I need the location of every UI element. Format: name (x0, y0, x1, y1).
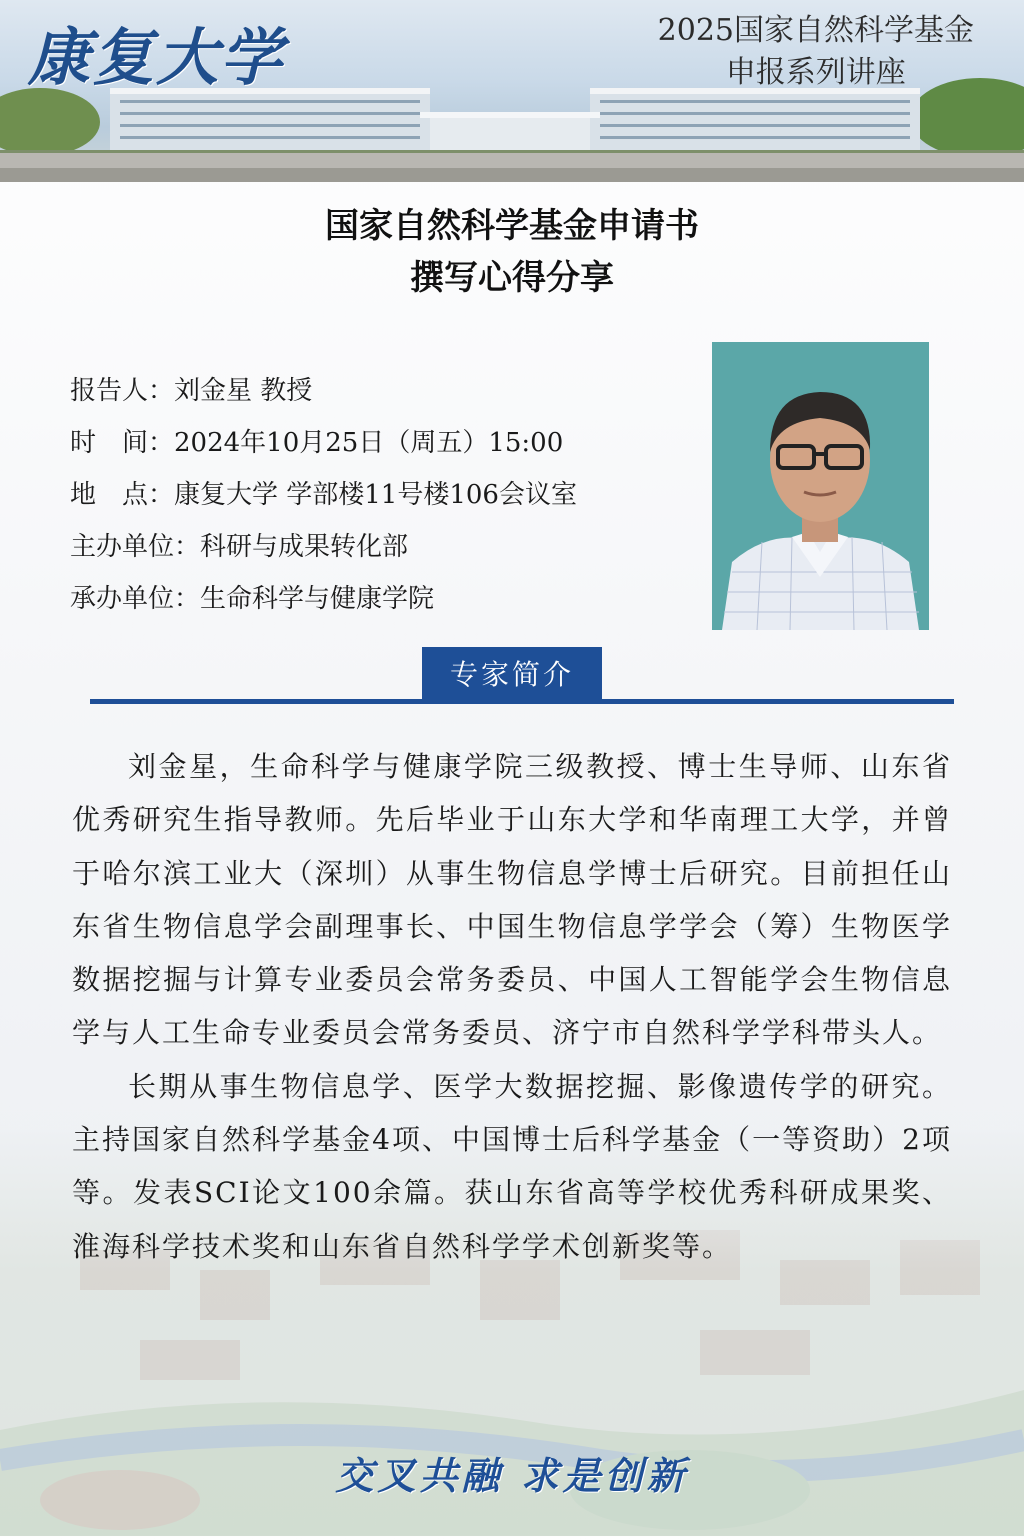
time-row: 时 间：2024年10月25日（周五）15:00 (70, 428, 564, 458)
organizer-row: 承办单位：生命科学与健康学院 (70, 584, 435, 614)
bio-paragraph-1: 刘金星，生命科学与健康学院三级教授、博士生导师、山东省优秀研究生指导教师。先后毕业于山东大学和华南理工大学，并曾于哈尔滨工业大（深圳）从事生物信息学博士后研究。目前担任山东省生物信息学会副理事长、中国生物信息学学会（筹）生物医学数据挖掘与计算专业委员会常务委员、中国人工智能学会生物信息学与人工生命专业委员会常务委员、济宁市自然科学学科带头人。 (72, 750, 952, 1050)
bio-paragraph-2: 长期从事生物信息学、医学大数据挖掘、影像遗传学的研究。主持国家自然科学基金4项、中国博士后科学基金（一等资助）2项等。发表SCI论文100余篇。获山东省高等学校优秀科研成果奖、淮海科学技术奖和山东省自然科学学术创新奖等。 (72, 1069, 952, 1263)
speaker-row: 报告人：刘金星 教授 (70, 376, 313, 406)
series-line-2: 申报系列讲座 (725, 55, 906, 90)
slogan: 交叉共融 求是创新 (335, 1453, 689, 1498)
university-logo: 康复大学 (28, 21, 285, 94)
section-header (90, 645, 954, 707)
lecture-title-line-1: 国家自然科学基金申请书 (325, 206, 699, 246)
host-row: 主办单位：科研与成果转化部 (70, 532, 409, 562)
lecture-title-line-2: 撰写心得分享 (410, 258, 614, 298)
lecture-info (70, 365, 577, 625)
speaker-biography (72, 740, 952, 1273)
section-label: 专家简介 (422, 647, 602, 703)
lecture-title (0, 200, 1024, 304)
series-line-1: 2025国家自然科学基金 (657, 13, 974, 48)
lecture-series-title (658, 10, 974, 94)
speaker-photo (712, 342, 929, 630)
place-row: 地 点：康复大学 学部楼11号楼106会议室 (70, 480, 577, 510)
header-banner (0, 0, 1024, 182)
